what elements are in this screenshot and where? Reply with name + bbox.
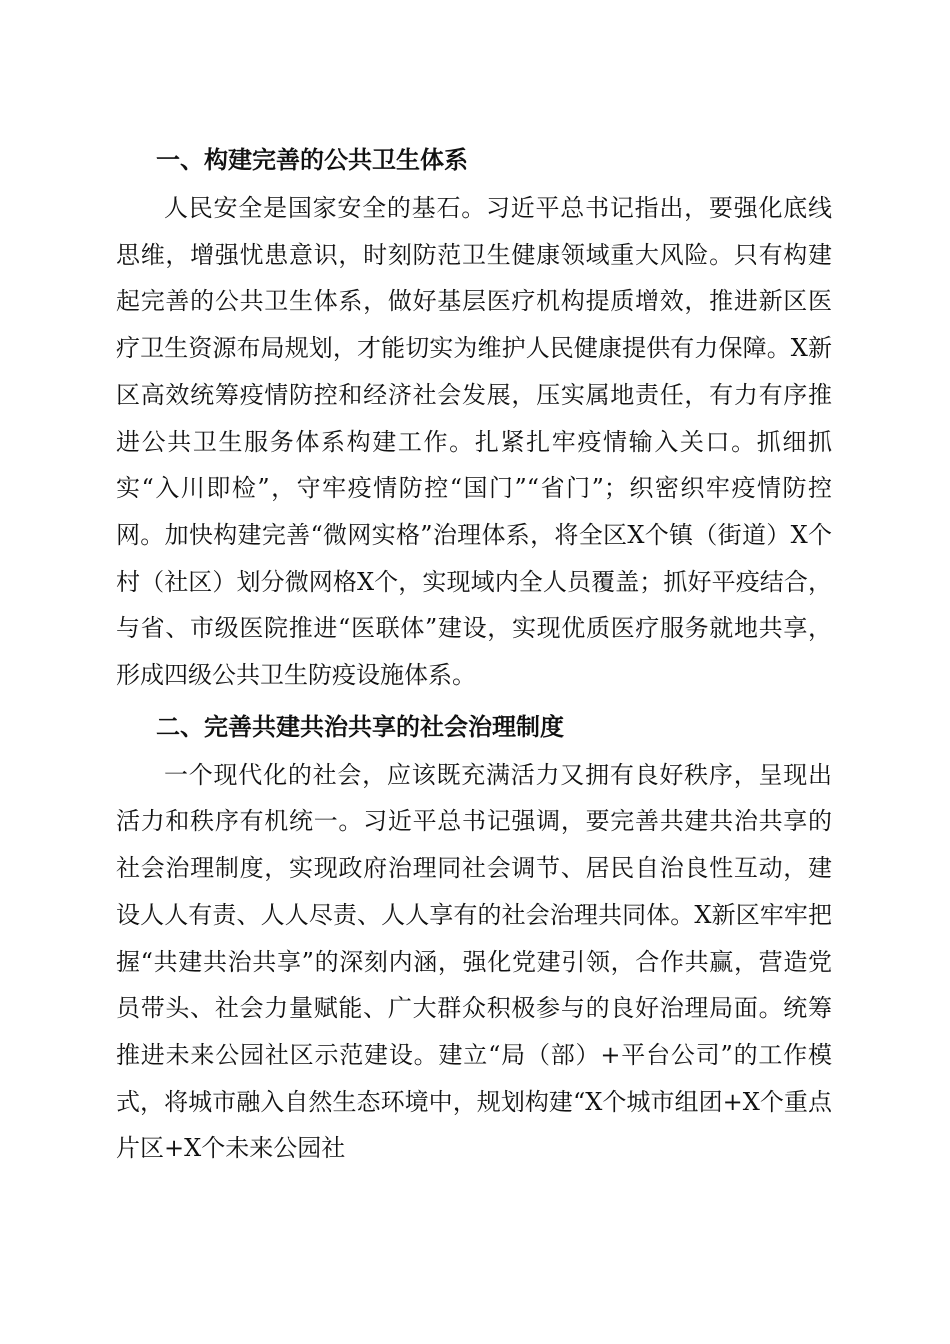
document-body	[116, 136, 832, 1172]
section-1-heading: 一、构建完善的公共卫生体系	[156, 146, 468, 174]
section-2-paragraph: 一个现代化的社会，应该既充满活力又拥有良好秩序，呈现出活力和秩序有机统一。习近平总书记强调，要完善共建共治共享的社会治理制度，实现政府治理同社会调节、居民自治良性互动，建设人人有责、人人尽责、人人享有的社会治理共同体。X新区牢牢把握“共建共治共享”的深刻内涵，强化党建引领，合作共赢，营造党员带头、社会力量赋能、广大群众积极参与的良好治理局面。统筹推进未来公园社区示范建设。建立“局（部）+平台公司”的工作模式，将城市融入自然生态环境中，规划构建“X个城市组团+X个重点片区+X个未来公园社	[116, 760, 832, 1163]
section-1-paragraph: 人民安全是国家安全的基石。习近平总书记指出，要强化底线思维，增强忧患意识，时刻防范卫生健康领域重大风险。只有构建起完善的公共卫生体系，做好基层医疗机构提质增效，推进新区医疗卫生资源布局规划，才能切实为维护人民健康提供有力保障。X新区高效统筹疫情防控和经济社会发展，压实属地责任，有力有序推进公共卫生服务体系构建工作。扎紧扎牢疫情输入关口。抓细抓实“入川即检”，守牢疫情防控“国门”“省门”；织密织牢疫情防控网。加快构建完善“微网实格”治理体系，将全区X个镇（街道）X个村（社区）划分微网格X个，实现域内全人员覆盖；抓好平疫结合，与省、市级医院推进“医联体”建设，实现优质医疗服务就地共享，形成四级公共卫生防疫设施体系。	[116, 194, 832, 690]
section-2-heading: 二、完善共建共治共享的社会治理制度	[156, 712, 564, 741]
